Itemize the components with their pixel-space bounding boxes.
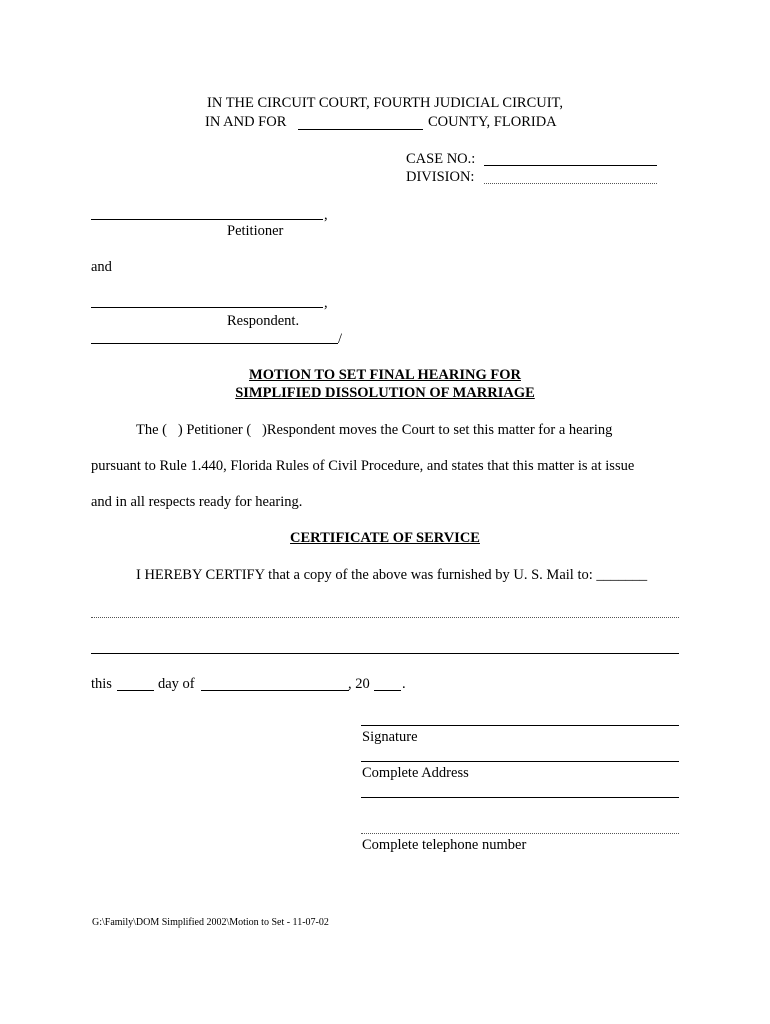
date-this-label: this — [91, 676, 112, 692]
telephone-line[interactable] — [361, 833, 679, 834]
month-blank[interactable] — [201, 690, 349, 691]
date-year-prefix: , 20 — [348, 676, 370, 692]
telephone-label: Complete telephone number — [362, 837, 527, 853]
service-address-line1[interactable] — [91, 617, 679, 618]
respondent-name-blank[interactable] — [91, 307, 323, 308]
and-label: and — [91, 259, 112, 275]
body-line2: pursuant to Rule 1.440, Florida Rules of Civil Procedure, and states that this matter is at issue — [91, 458, 635, 474]
body-line1: The ( ) Petitioner ( )Respondent moves the Court to set this matter for a hearing — [136, 422, 613, 438]
petitioner-comma: , — [324, 207, 328, 223]
motion-title-line1: MOTION TO SET FINAL HEARING FOR — [249, 367, 521, 383]
day-blank[interactable] — [117, 690, 154, 691]
address-label: Complete Address — [362, 765, 469, 781]
case-no-label: CASE NO.: — [406, 151, 476, 167]
court-heading-suffix: COUNTY, FLORIDA — [428, 114, 557, 130]
date-period: . — [402, 676, 406, 692]
respondent-label: Respondent. — [227, 313, 300, 329]
division-label: DIVISION: — [406, 169, 475, 185]
case-no-blank[interactable] — [484, 165, 657, 166]
court-heading-line1: IN THE CIRCUIT COURT, FOURTH JUDICIAL CIRCUIT, — [207, 95, 563, 111]
service-address-line2[interactable] — [91, 653, 679, 654]
caption-closing-line — [91, 343, 338, 344]
signature-label: Signature — [362, 729, 418, 745]
body-line3: and in all respects ready for hearing. — [91, 494, 303, 510]
petitioner-name-blank[interactable] — [91, 219, 323, 220]
petitioner-label: Petitioner — [227, 223, 284, 239]
caption-slash: / — [338, 331, 343, 347]
respondent-comma: , — [324, 295, 328, 311]
year-blank[interactable] — [374, 690, 401, 691]
division-blank[interactable] — [484, 183, 657, 184]
certificate-heading: CERTIFICATE OF SERVICE — [290, 530, 480, 546]
address-line1[interactable] — [361, 761, 679, 762]
file-path-footer: G:\Family\DOM Simplified 2002\Motion to Set - 11-07-02 — [92, 917, 329, 928]
certificate-text: I HEREBY CERTIFY that a copy of the above was furnished by U. S. Mail to: _______ — [136, 567, 648, 583]
address-line2[interactable] — [361, 797, 679, 798]
motion-title-line2: SIMPLIFIED DISSOLUTION OF MARRIAGE — [235, 385, 535, 401]
court-heading-prefix: IN AND FOR — [205, 114, 287, 130]
county-blank[interactable] — [298, 129, 423, 130]
date-day-of-label: day of — [158, 676, 195, 692]
signature-line[interactable] — [361, 725, 679, 726]
